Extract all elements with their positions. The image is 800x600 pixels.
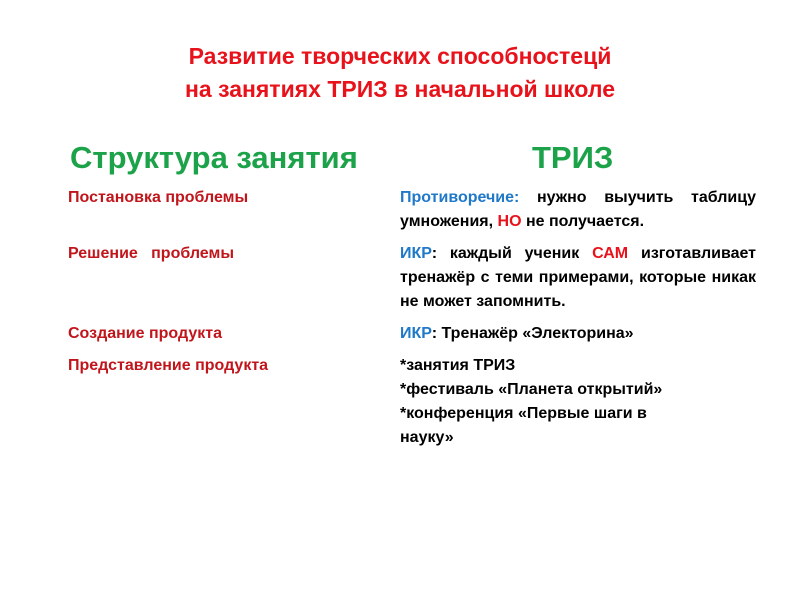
- cell-text: не получается.: [521, 213, 645, 230]
- presentation-line: *занятия ТРИЗ: [400, 357, 516, 374]
- lesson-structure-table: [62, 182, 762, 454]
- triz-cell: [394, 238, 762, 318]
- table-row: [62, 350, 762, 454]
- cell-text: : каждый ученик: [431, 245, 593, 262]
- presentation-line: *конференция «Первые шаги в: [400, 405, 647, 422]
- stage-cell: Постановка проблемы: [68, 189, 249, 206]
- left-column-header: Структура занятия: [70, 140, 358, 175]
- slide-title: [0, 40, 800, 106]
- triz-cell: [394, 318, 762, 350]
- title-line-1: Развитие творческих способностецй: [188, 43, 612, 69]
- triz-cell: [394, 350, 762, 454]
- cell-text: нужно выучить таблицу умножения,: [400, 189, 756, 230]
- table-row: [62, 318, 762, 350]
- stage-cell: Представление продукта: [68, 357, 269, 374]
- stage-cell: Создание продукта: [68, 325, 222, 342]
- ikr-label: ИКР: [400, 245, 432, 262]
- cell-text: : Тренажёр «Электорина»: [431, 325, 634, 342]
- highlight-word: САМ: [592, 245, 629, 262]
- stage-cell: Решение проблемы: [68, 245, 234, 262]
- highlight-word: НО: [497, 213, 522, 230]
- table-row: [62, 238, 762, 318]
- title-line-2: на занятиях ТРИЗ в начальной школе: [185, 76, 615, 102]
- triz-cell: [394, 182, 762, 238]
- contradiction-label: Противоречие:: [400, 189, 520, 206]
- column-headers: [0, 136, 800, 180]
- cell-text: изготавливает тренажёр с теми примерами, которые никак не может запомнить.: [400, 245, 757, 310]
- table-row: [62, 182, 762, 238]
- presentation-line: науку»: [400, 429, 454, 446]
- presentation-line: *фестиваль «Планета открытий»: [400, 381, 663, 398]
- right-column-header: ТРИЗ: [532, 140, 614, 175]
- ikr-label: ИКР: [400, 325, 432, 342]
